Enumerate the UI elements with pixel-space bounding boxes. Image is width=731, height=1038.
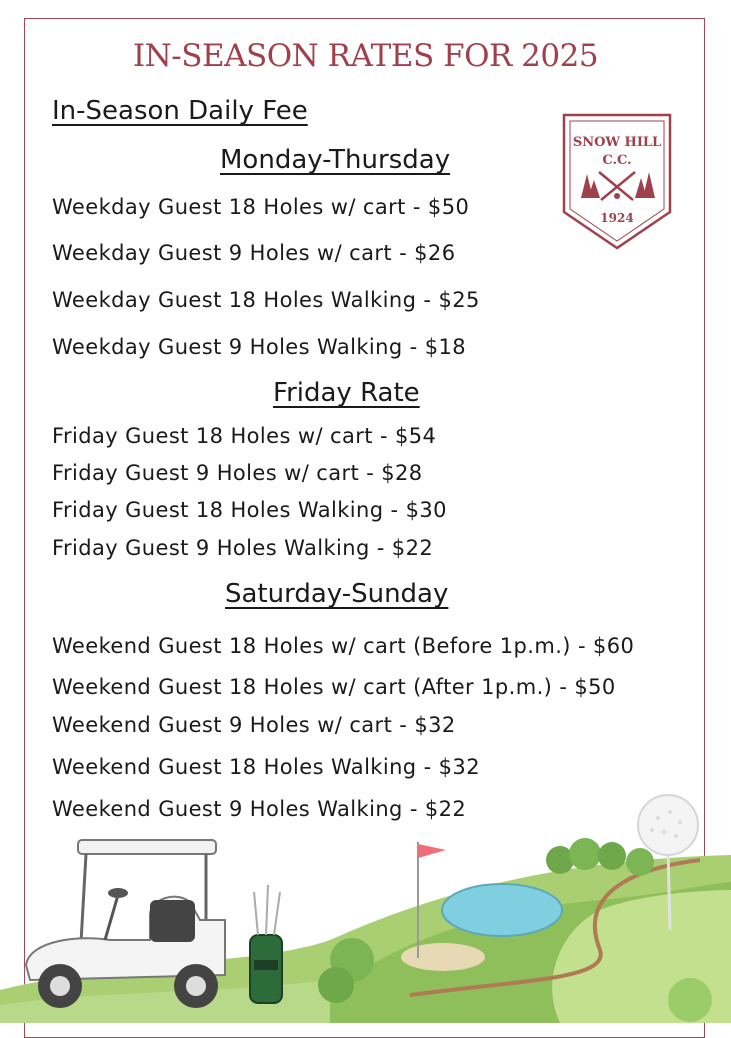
rate-item: Weekend Guest 18 Holes w/ cart (Before 1p.m.) - $60 [52, 634, 635, 658]
daily-fee-heading: In-Season Daily Fee [52, 96, 308, 126]
logo-year: 1924 [600, 211, 634, 225]
rate-item: Friday Guest 18 Holes Walking - $30 [52, 498, 447, 522]
section-heading-weekday: Monday-Thursday [220, 145, 451, 175]
rate-item: Weekday Guest 9 Holes Walking - $18 [52, 335, 467, 359]
rate-item: Weekend Guest 18 Holes Walking - $32 [52, 755, 480, 779]
rate-item: Weekday Guest 18 Holes Walking - $25 [52, 288, 480, 312]
section-heading-weekend: Saturday-Sunday [225, 579, 449, 609]
rate-item: Friday Guest 18 Holes w/ cart - $54 [52, 424, 437, 448]
logo-line2: C.C. [602, 153, 632, 168]
page-title: IN-SEASON RATES FOR 2025 [132, 38, 599, 74]
golf-course-illustration [0, 790, 731, 1023]
rate-item: Friday Guest 9 Holes w/ cart - $28 [52, 461, 423, 485]
rate-item: Weekday Guest 18 Holes w/ cart - $50 [52, 195, 470, 219]
snow-hill-cc-logo [561, 112, 673, 252]
rate-item: Friday Guest 9 Holes Walking - $22 [52, 536, 434, 560]
rate-item: Weekend Guest 9 Holes w/ cart - $32 [52, 713, 456, 737]
logo-line1: SNOW HILL [572, 135, 662, 150]
rate-item: Weekday Guest 9 Holes w/ cart - $26 [52, 241, 456, 265]
rate-item: Weekend Guest 9 Holes Walking - $22 [52, 797, 467, 821]
section-heading-friday: Friday Rate [273, 378, 420, 408]
rate-item: Weekend Guest 18 Holes w/ cart (After 1p.m.) - $50 [52, 675, 616, 699]
